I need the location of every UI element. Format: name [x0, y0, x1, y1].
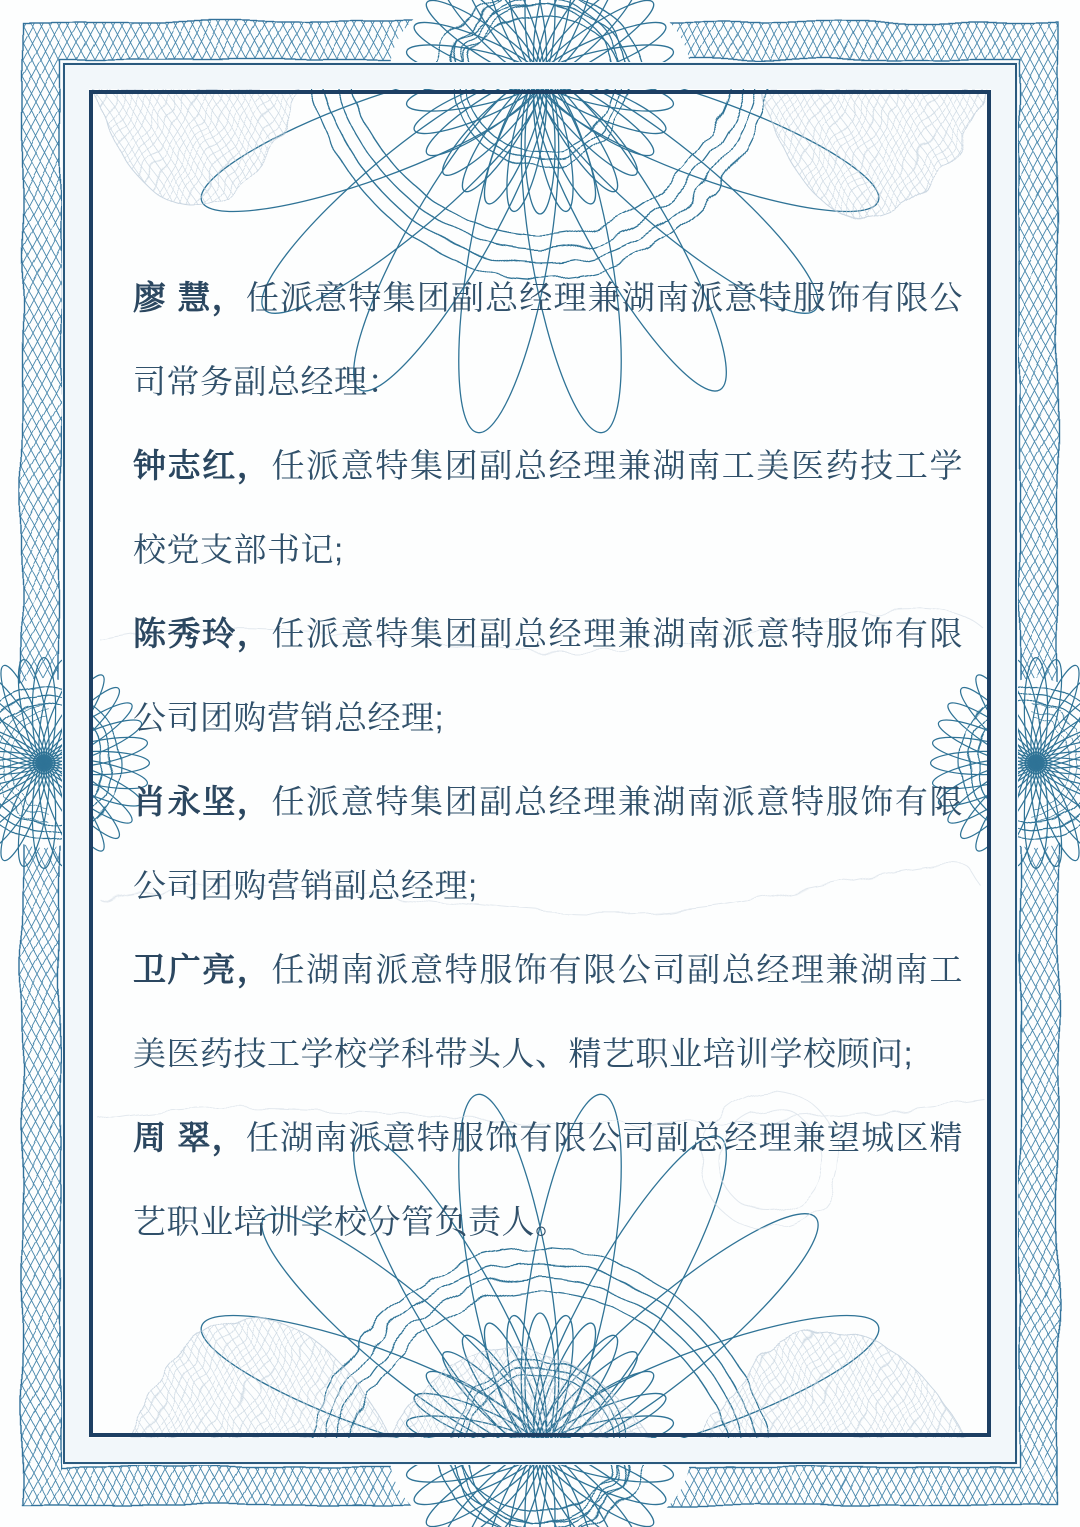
- person-name: 钟志红，: [133, 447, 272, 484]
- appointment-text: 任湖南派意特服饰有限公司副总经理兼湖南工美医药技工学校学科带头人、精艺职业培训学校顾问;: [133, 951, 964, 1072]
- person-name: 廖 慧，: [133, 279, 246, 316]
- appointment-entry: [133, 592, 963, 760]
- appointment-list: [133, 256, 963, 1264]
- appointment-text: 任派意特集团副总经理兼湖南派意特服饰有限公司团购营销副总经理;: [133, 783, 964, 904]
- appointment-entry: [133, 760, 963, 928]
- person-name: 陈秀玲，: [133, 615, 272, 652]
- appointment-entry: [133, 424, 963, 592]
- person-name: 肖永坚，: [133, 783, 272, 820]
- appointment-text: 任派意特集团副总经理兼湖南工美医药技工学校党支部书记;: [133, 447, 964, 568]
- appointment-entry: [133, 256, 963, 424]
- appointment-entry: [133, 928, 963, 1096]
- appointment-text: 任湖南派意特服饰有限公司副总经理兼望城区精艺职业培训学校分管负责人。: [133, 1119, 963, 1240]
- appointment-text: 任派意特集团副总经理兼湖南派意特服饰有限公司常务副总经理：: [133, 279, 963, 400]
- appointment-text: 任派意特集团副总经理兼湖南派意特服饰有限公司团购营销总经理;: [133, 615, 964, 736]
- person-name: 卫广亮，: [133, 951, 272, 988]
- appointment-entry: [133, 1096, 963, 1264]
- person-name: 周 翠，: [133, 1119, 246, 1156]
